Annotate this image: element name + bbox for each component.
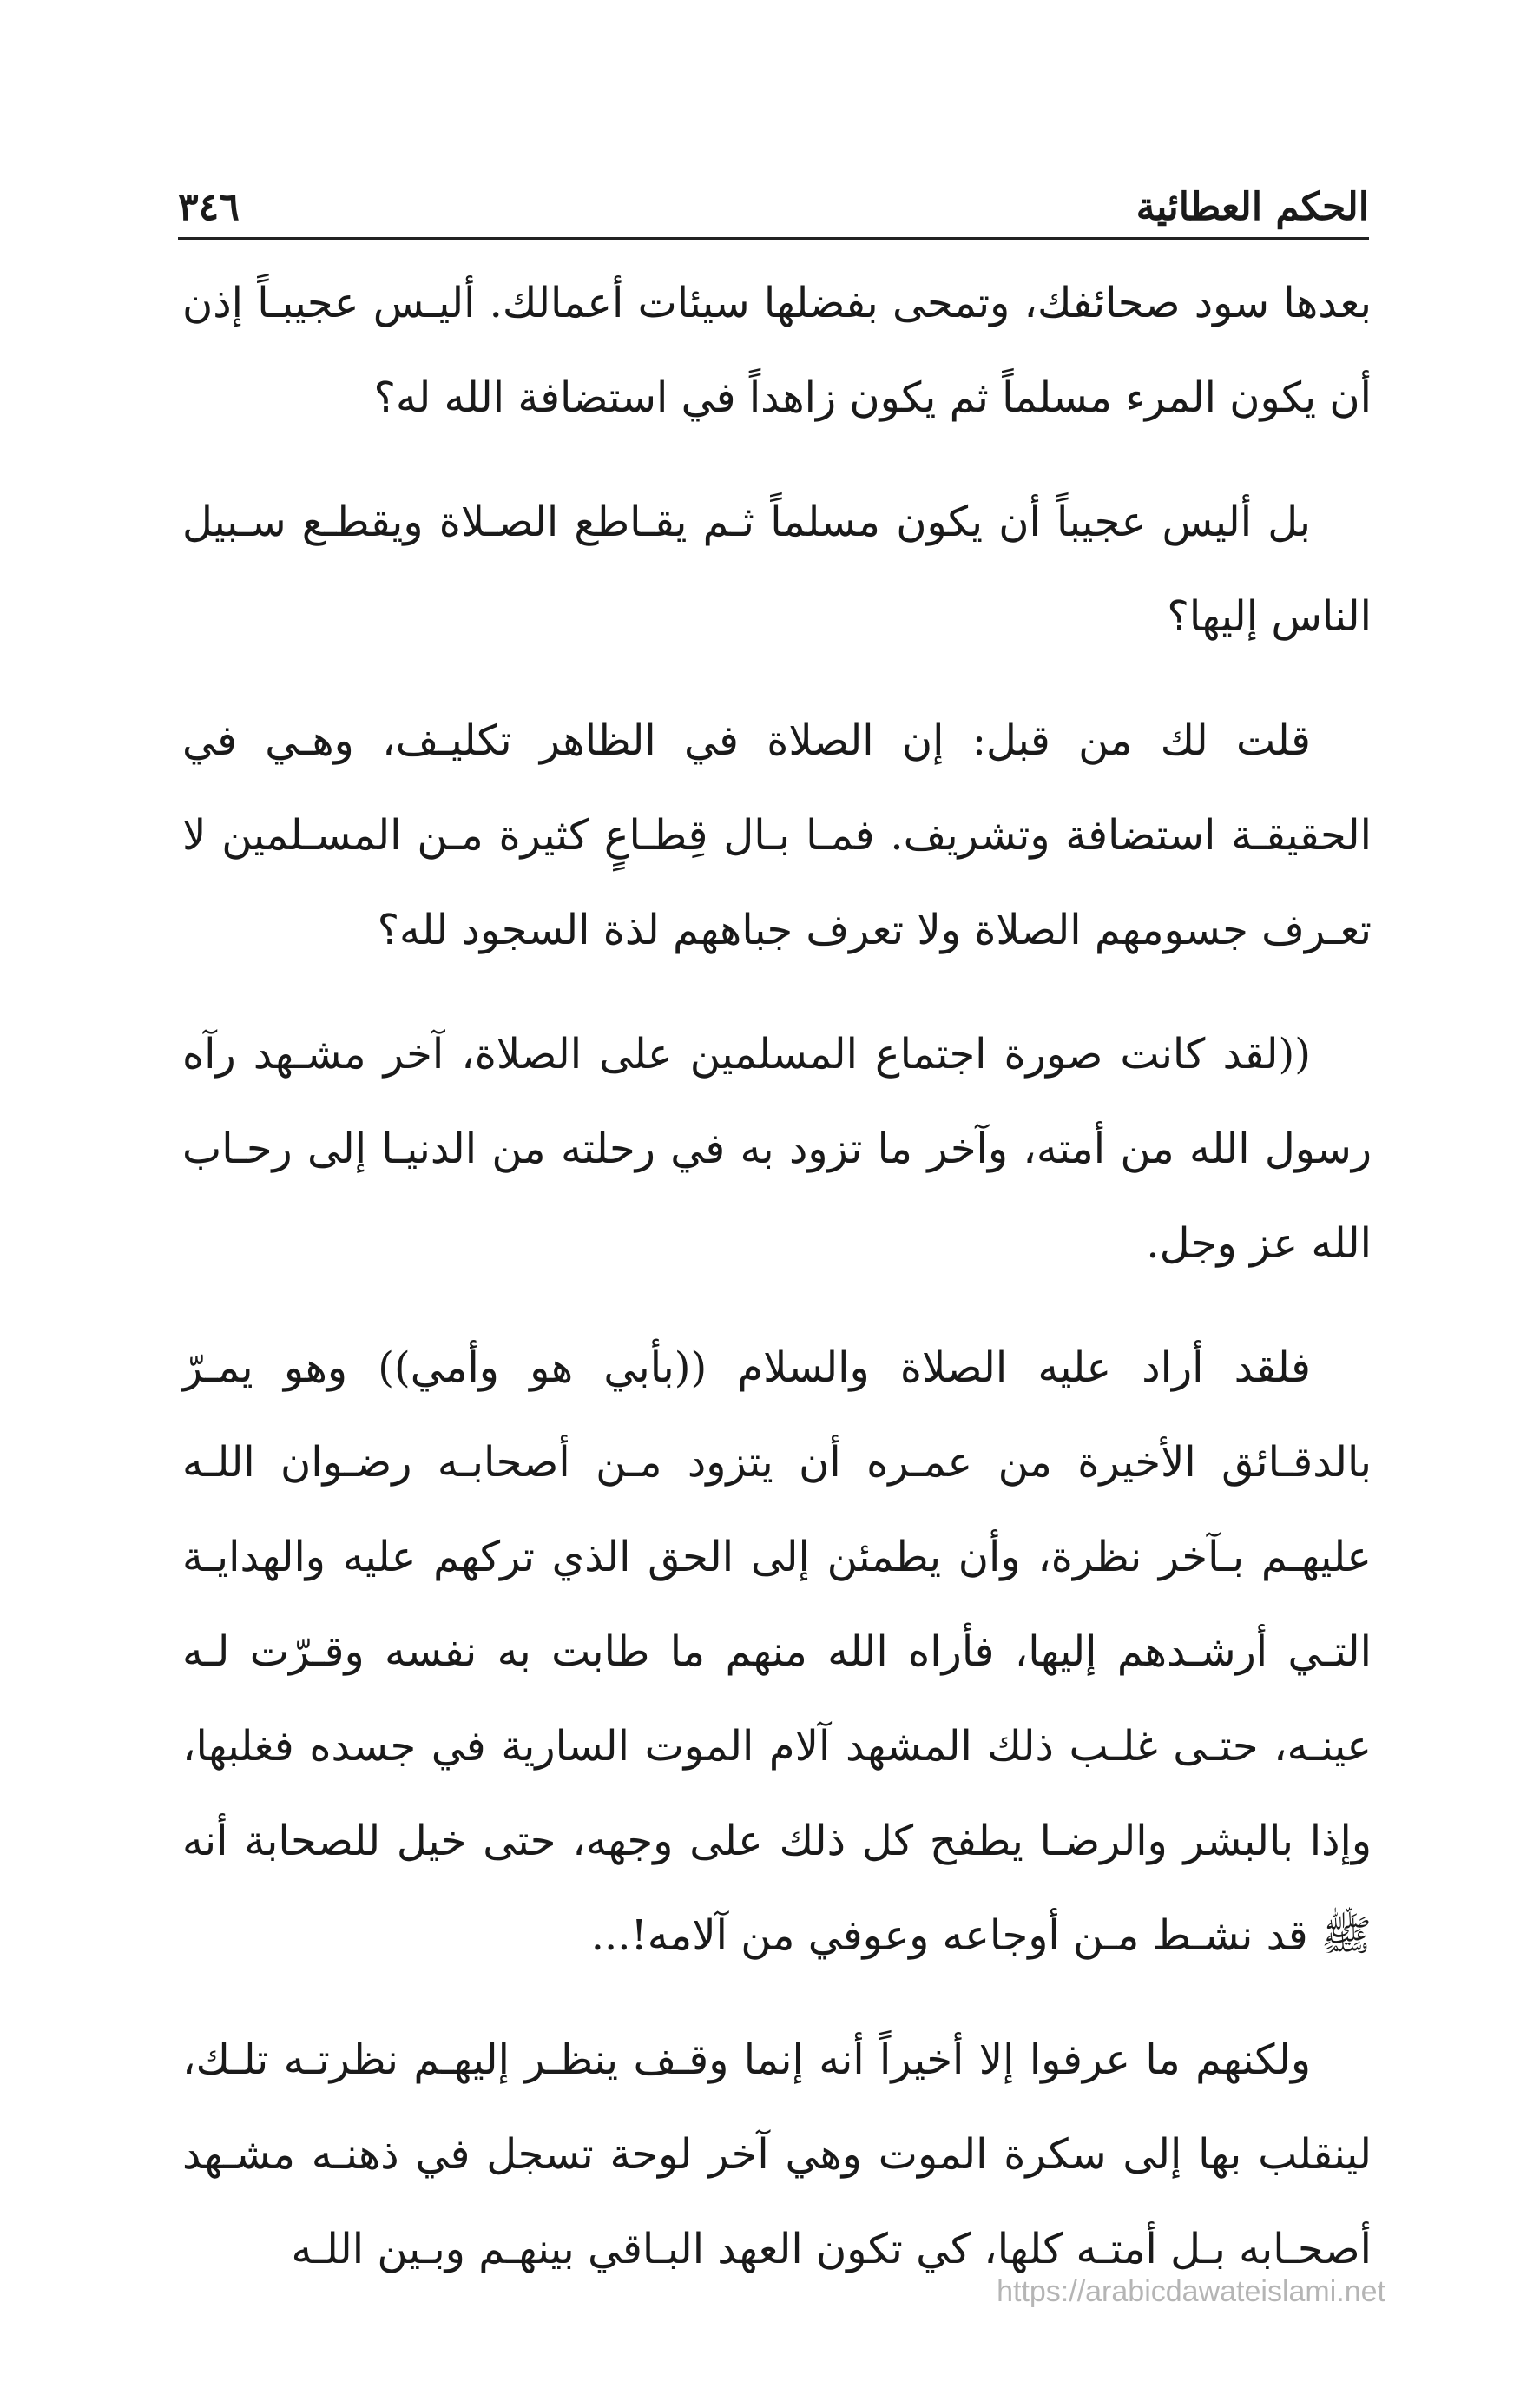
page-body xyxy=(182,256,1372,2326)
paragraph: بعدها سود صحائفك، وتمحى بفضلها سيئات أعمالك. أليـس عجيبـاً إذن أن يكون المرء مسلماً ثم يكون زاهداً في استضافة الله له؟ xyxy=(182,279,1372,422)
paragraph: ولكنهم ما عرفوا إلا أخيراً أنه إنما وقـف ينظـر إليهـم نظرتـه تلـك، لينقلب بها إلى سكرة الموت وهي آخر لوحة تسجل في ذهنـه مشـهد أصحـابه بـل أمتـه كلها، كي تكون العهد البـاقي بينهـم وبـين اللـه xyxy=(182,2035,1372,2273)
running-head xyxy=(178,169,1369,239)
paragraph: قلت لك من قبل: إن الصلاة في الظاهر تكليـف، وهـي في الحقيقـة استضافة وتشريف. فمـا بـال قِطـاعٍ كثيرة مـن المسـلمين لا تعـرف جسومهم الصلاة ولا تعرف جباههم لذة السجود لله؟ xyxy=(182,716,1372,954)
watermark-url: https://arabicdawateislami.net xyxy=(997,2275,1385,2308)
paragraph: ((لقد كانت صورة اجتماع المسلمين على الصلاة، آخر مشـهد رآه رسول الله من أمته، وآخر ما تزود به في رحلته من الدنيـا إلى رحـاب الله عز وجل. xyxy=(182,1030,1372,1268)
page-number: ٣٤٦ xyxy=(178,185,240,229)
header-divider xyxy=(178,237,1369,240)
paragraph: بل أليس عجيباً أن يكون مسلماً ثـم يقـاطع الصـلاة ويقطـع سـبيل الناس إليها؟ xyxy=(182,498,1372,641)
book-title: الحكم العطائية xyxy=(1135,185,1369,229)
paragraph: فلقد أراد عليه الصلاة والسلام ((بأبي هو وأمي)) وهو يمـرّ بالدقـائق الأخيرة من عمـره أن يتزود مـن أصحابـه رضـوان اللـه عليهـم بـآخر نظرة، وأن يطمئن إلى الحق الذي تركهم عليه والهدايـة التـي أرشـدهم إليها، فأراه الله منهم ما طابت به نفسه وقـرّت لـه عينـه، حتـى غلـب ذلك المشهد آلام الموت السارية في جسده فغلبها، وإذا بالبشر والرضـا يطفح كل ذلك على وجهه، حتى خيل للصحابة أنه ﷺ قد نشـط مـن أوجاعه وعوفي من آلامه!... xyxy=(182,1343,1372,1960)
